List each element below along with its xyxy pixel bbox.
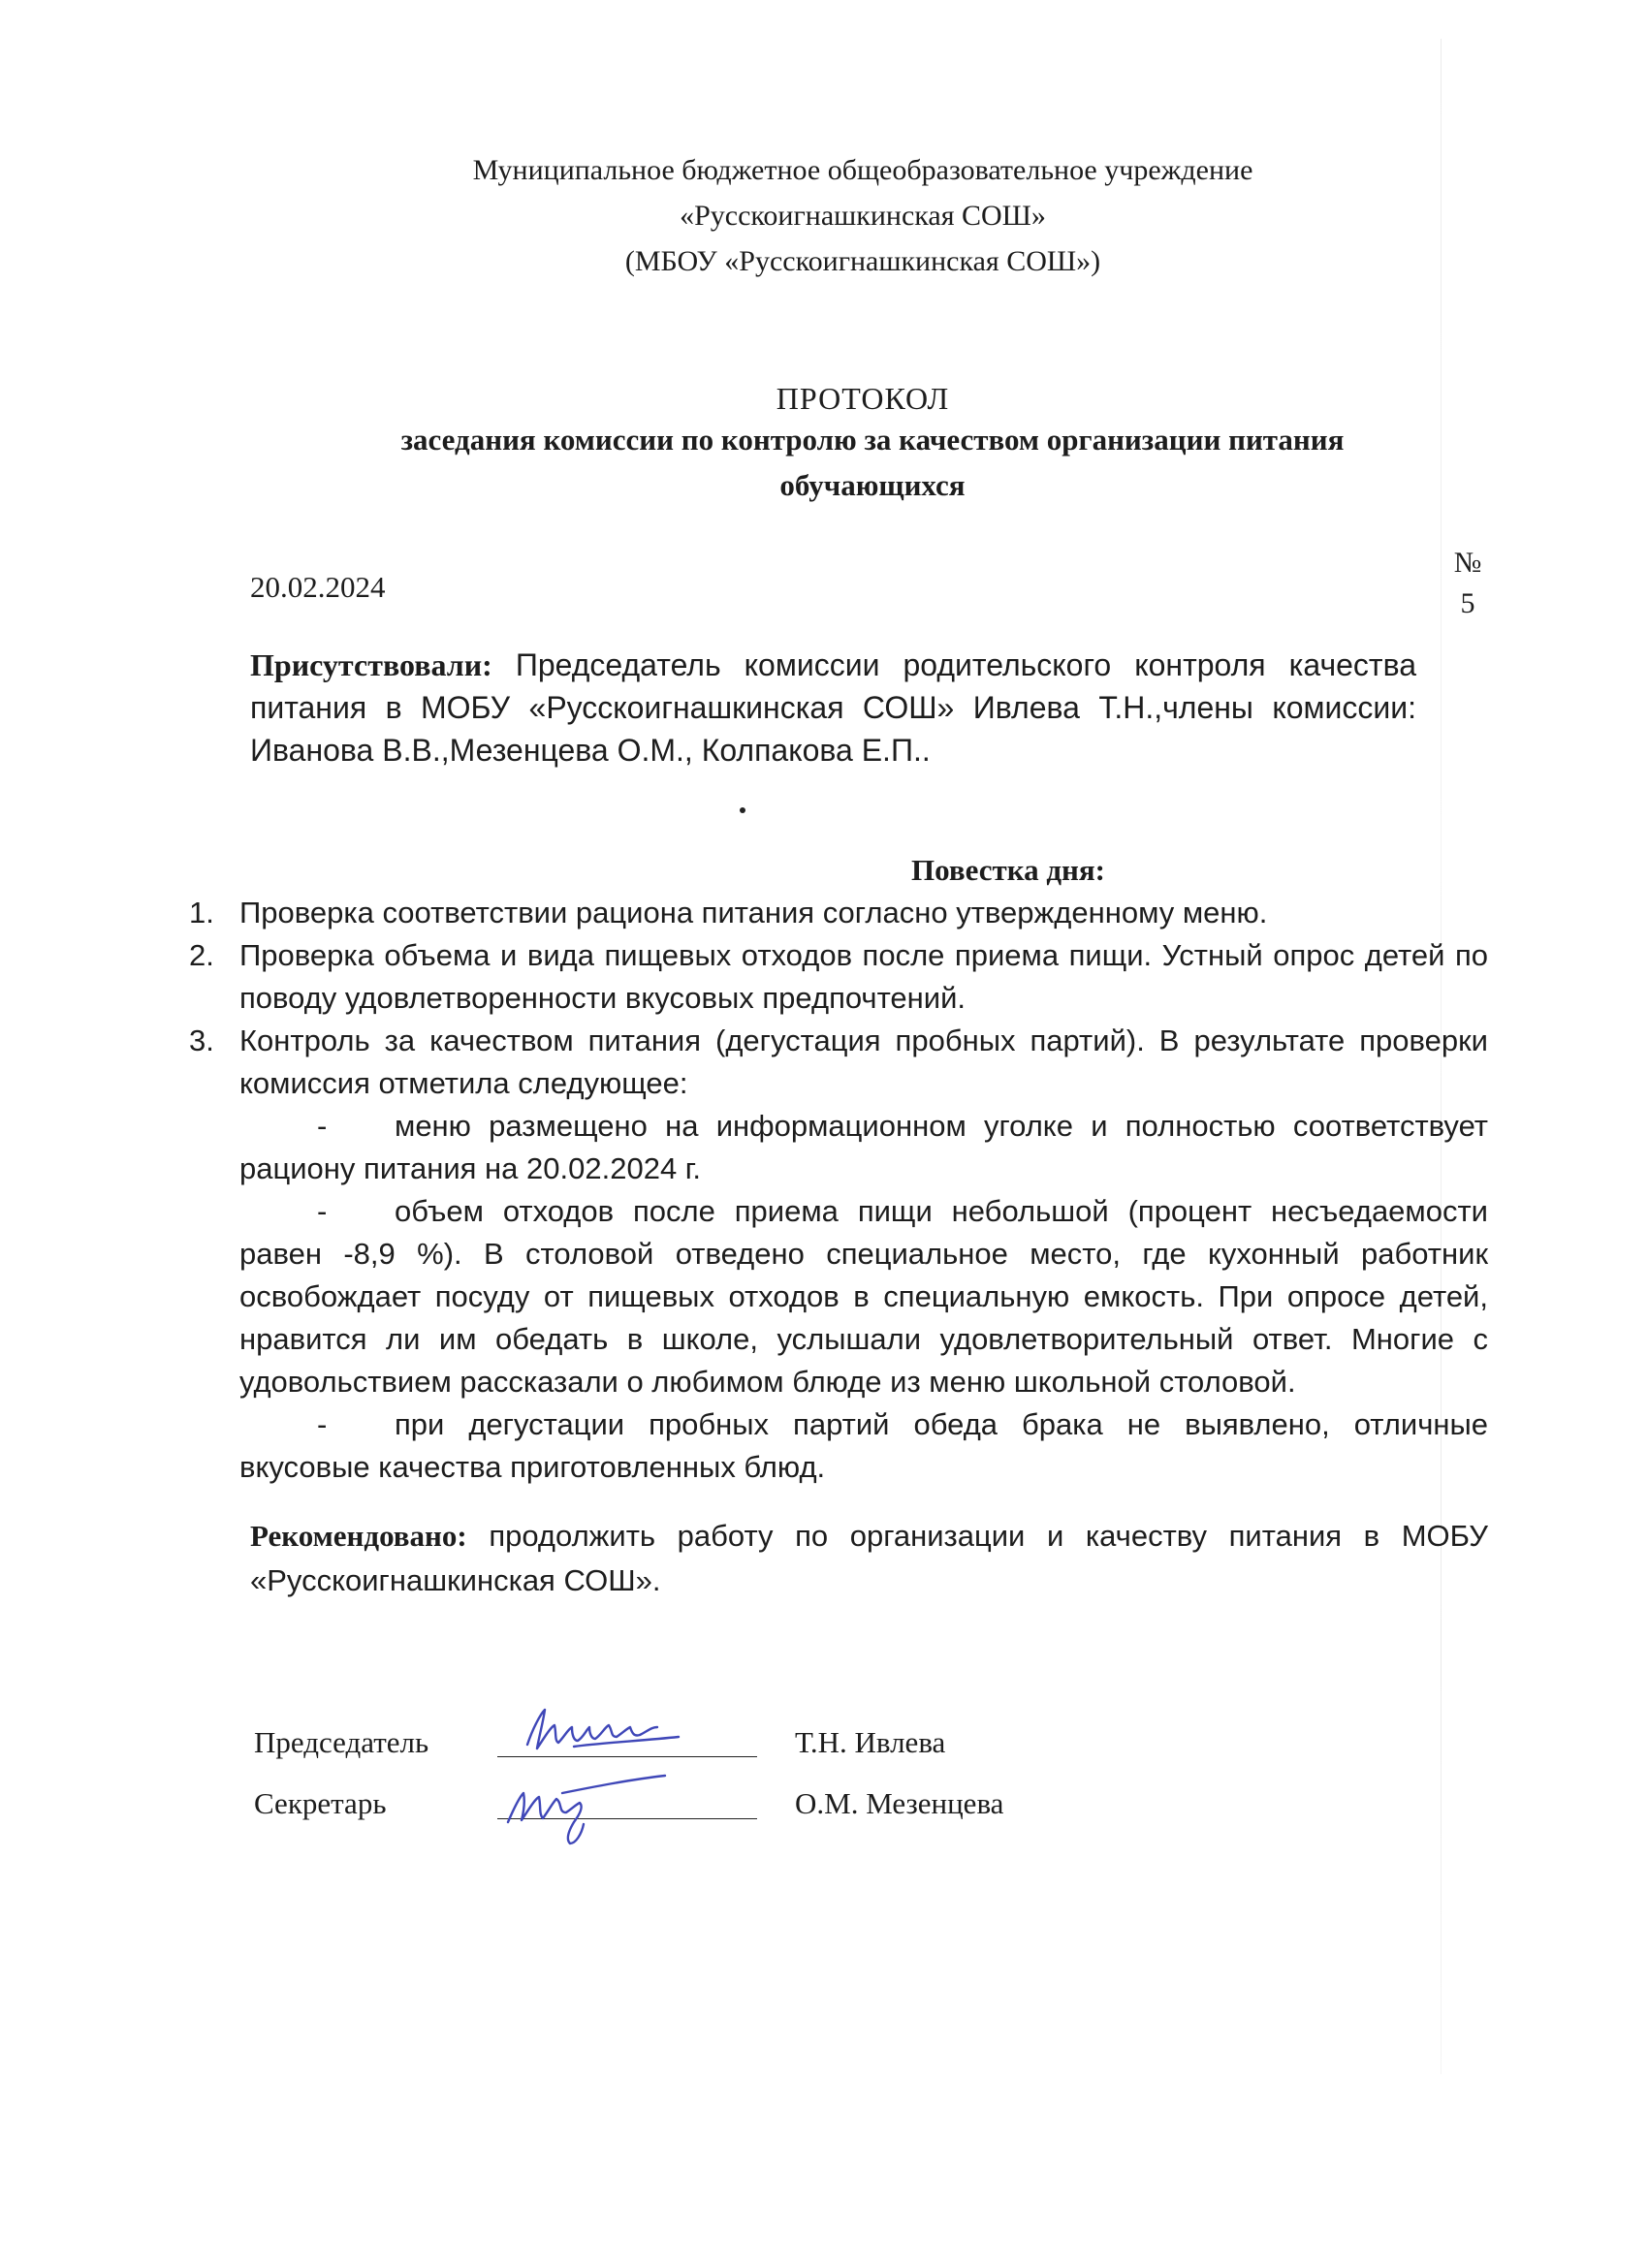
institution-header: [0, 147, 1648, 284]
finding-item: [189, 1105, 1488, 1190]
recommendation-paragraph: [250, 1514, 1488, 1603]
agenda-item-number: 1.: [189, 896, 214, 929]
agenda-item-number: 2.: [189, 938, 214, 972]
protocol-number: [1448, 543, 1487, 624]
attendees-text: Председатель комиссии родительского контроля качества питания в МОБУ «Русскоигнашкинская СОШ» Ивлева Т.Н.,члены комиссии: Иванова В.В.,Мезенцева О.М., Колпакова Е.П..: [250, 647, 1417, 768]
agenda-item-text: Проверка объема и вида пищевых отходов после приема пищи. Устный опрос детей по поводу удовлетворенности вкусовых предпочтений.: [239, 938, 1488, 1015]
finding-text: меню размещено на информационном уголке и полностью соответствует рациону питания на 20.02.2024 г.: [239, 1109, 1488, 1185]
chair-role: Председатель: [254, 1725, 429, 1759]
agenda-list: [189, 892, 1488, 1489]
document-title: ПРОТОКОЛ: [776, 381, 950, 416]
finding-dash: -: [317, 1194, 328, 1228]
secretary-name: О.М. Мезенцева: [795, 1786, 1004, 1820]
document-subtitle: [291, 417, 1454, 508]
agenda-item: [189, 892, 1488, 934]
stray-dot: [740, 807, 745, 813]
finding-dash: -: [317, 1407, 328, 1441]
secretary-signature-image: [494, 1764, 669, 1851]
agenda-heading: Повестка дня:: [911, 853, 1105, 887]
agenda-item: [189, 1020, 1488, 1105]
finding-item: [189, 1403, 1488, 1489]
agenda-item-text: Проверка соответствии рациона питания согласно утвержденному меню.: [239, 896, 1268, 929]
chair-name: Т.Н. Ивлева: [795, 1725, 946, 1759]
finding-dash: -: [317, 1109, 328, 1143]
finding-text: при дегустации пробных партий обеда брака не выявлено, отличные вкусовые качества приготовленных блюд.: [239, 1407, 1488, 1484]
chair-signature-image: [516, 1698, 690, 1766]
subtitle-line-2: обучающихся: [779, 468, 966, 502]
attendees-paragraph: [250, 644, 1416, 772]
finding-text: объем отходов после приема пищи небольшой (процент несъедаемости равен -8,9 %). В столовой отведено специальное место, где кухонный работник освобождает посуду от пищевых отходов в специальную емкость. При опросе детей, нравится ли им обедать в школе, услышали удовлетворительный ответ. Многие с удовольствием рассказали о любимом блюде из меню школьной столовой.: [239, 1194, 1488, 1399]
header-line-2: «Русскоигнашкинская СОШ»: [680, 200, 1046, 232]
recommendation-text: продолжить работу по организации и качеству питания в МОБУ «Русскоигнашкинская СОШ».: [250, 1519, 1488, 1597]
subtitle-line-1: заседания комиссии по контролю за качеством организации питания: [400, 423, 1345, 457]
header-line-3: (МБОУ «Русскоигнашкинская СОШ»): [624, 245, 1101, 277]
number-value: 5: [1460, 587, 1475, 619]
agenda-item: [189, 934, 1488, 1020]
agenda-item-number: 3.: [189, 1024, 214, 1057]
secretary-role: Секретарь: [254, 1786, 387, 1820]
recommendation-label: Рекомендовано:: [250, 1519, 467, 1553]
finding-item: [189, 1190, 1488, 1403]
agenda-item-text: Контроль за качеством питания (дегустация пробных партий). В результате проверки комиссия отметила следующее:: [239, 1024, 1488, 1100]
number-sign: №: [1453, 547, 1482, 579]
attendees-label: Присутствовали:: [250, 647, 492, 682]
protocol-date: 20.02.2024: [250, 570, 386, 604]
header-line-1: Муниципальное бюджетное общеобразовательное учреждение: [472, 154, 1253, 186]
